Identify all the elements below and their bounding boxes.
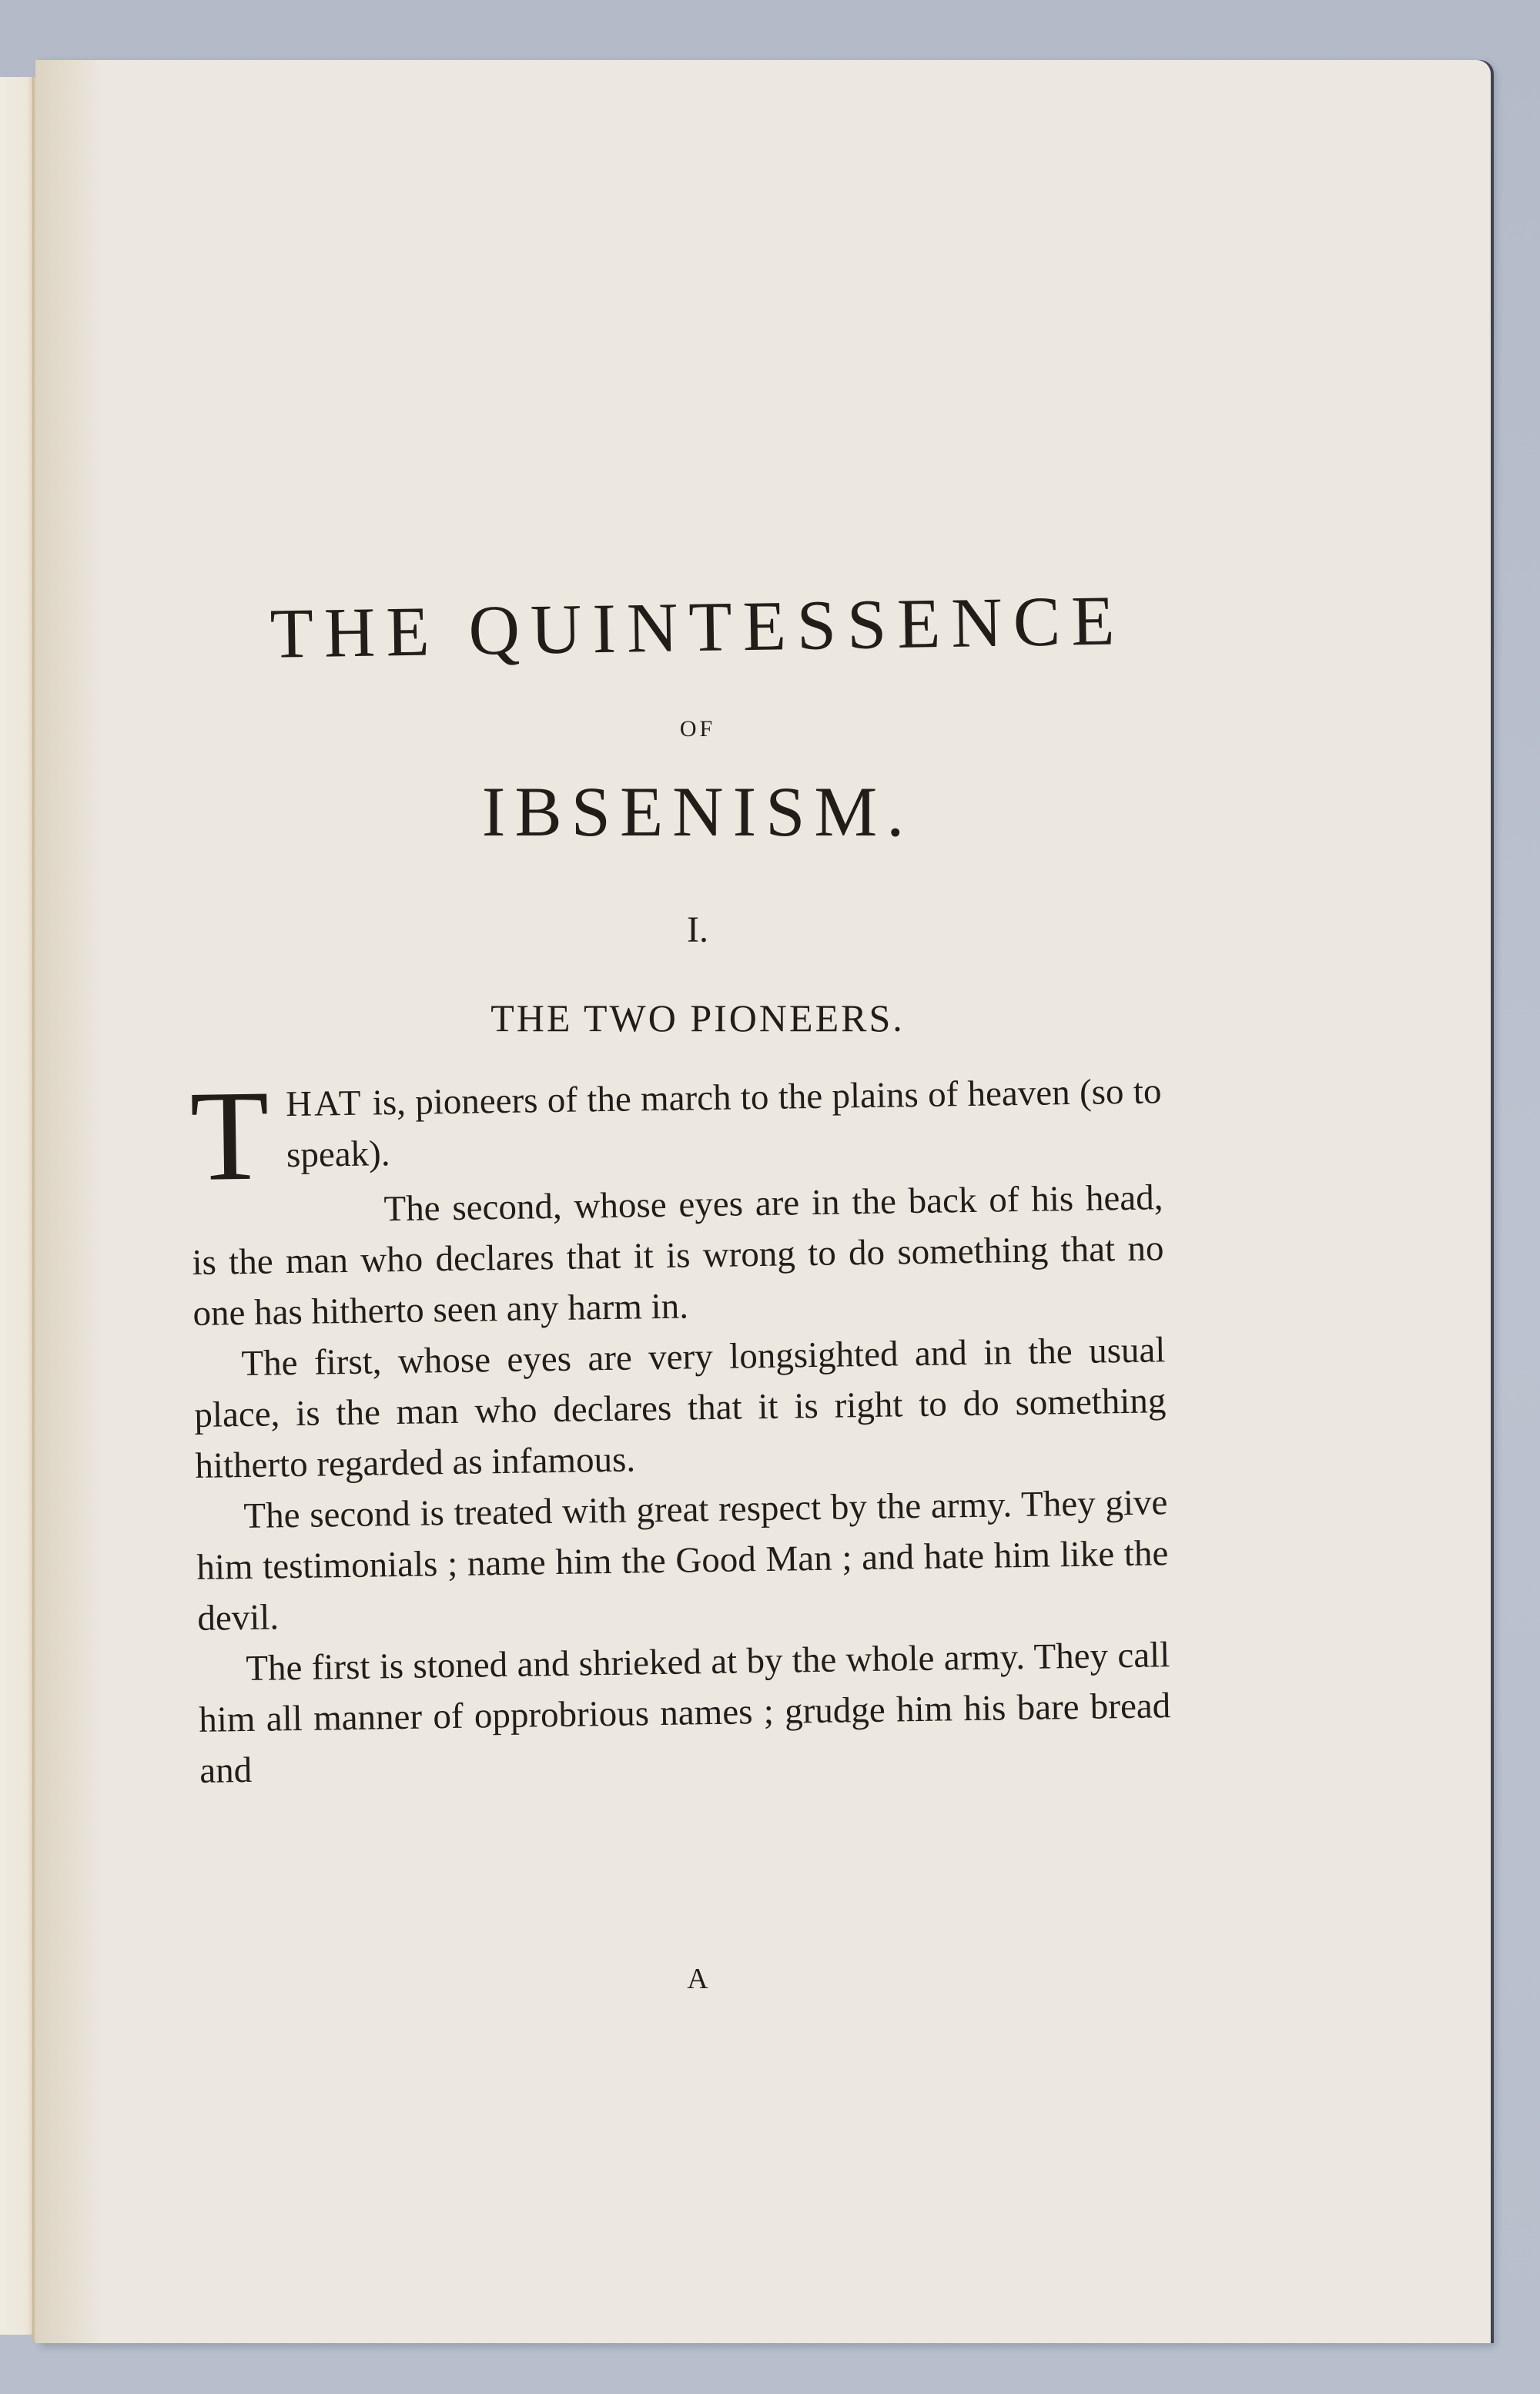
signature-mark: A bbox=[687, 1963, 708, 1995]
paragraph-2-text: The second, whose eyes are in the back of his head, is the man who declares that it is wrong to do something that no one has hitherto seen any harm in. bbox=[192, 1177, 1164, 1334]
chapter-number: I. bbox=[687, 909, 708, 950]
paragraph-4 bbox=[196, 1477, 1170, 1644]
page-content bbox=[35, 60, 1491, 2343]
paragraph-1 bbox=[189, 1063, 1163, 1208]
body-text bbox=[189, 1063, 1172, 1796]
paragraph-1-text: is, pioneers of the march to the plains of heaven (so to speak). bbox=[286, 1071, 1162, 1176]
lead-smallcaps: HAT bbox=[285, 1083, 363, 1125]
book-title-line-2: IBSENISM. bbox=[481, 772, 914, 851]
paragraph-4-text: The second is treated with great respect by the army. They give him testimonials ; name him the Good Man ; and hate him like the devil. bbox=[196, 1482, 1169, 1639]
paragraph-3-text: The first, whose eyes are very longsighted and in the usual place, is the man who declares that it is right to do something hitherto regarded as infamous. bbox=[194, 1330, 1167, 1486]
chapter-title: THE TWO PIONEERS. bbox=[490, 996, 905, 1040]
book-title-of: OF bbox=[679, 716, 716, 742]
book-title-line-1: THE QUINTESSENCE bbox=[269, 581, 1127, 673]
paragraph-5-text: The first is stoned and shrieked at by the whole army. They call him all manner of opprobrious names ; grudge him his bare bread and bbox=[198, 1635, 1171, 1791]
facing-page-edge bbox=[0, 77, 34, 2335]
paragraph-3 bbox=[193, 1324, 1167, 1492]
paragraph-5 bbox=[198, 1629, 1172, 1796]
book-page bbox=[35, 60, 1491, 2343]
paragraph-2 bbox=[191, 1172, 1165, 1339]
drop-cap: T bbox=[189, 1063, 271, 1208]
